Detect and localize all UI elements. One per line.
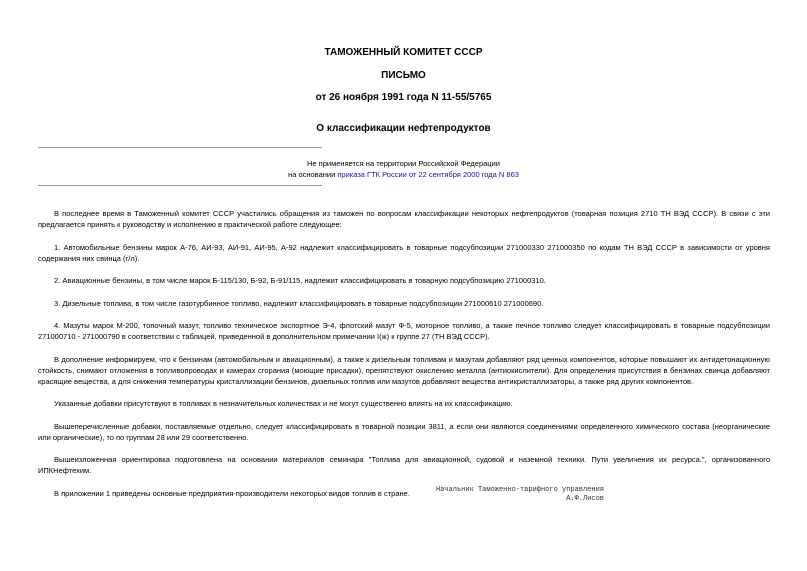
- issuing-organization: ТАМОЖЕННЫЙ КОМИТЕТ СССР: [324, 47, 483, 58]
- paragraph-additives-classification: Вышеперечисленные добавки, поставляемые отдельно, следует классифицировать в товарной позиции 3811, а если они являются соединениями определенного химического состава (неорганические или органические), то по группам 28 или 29 соответственно.: [38, 421, 770, 442]
- order-link[interactable]: приказа ГТК России от 22 сентября 2000 года N 863: [337, 170, 519, 179]
- paragraph-item-3: 3. Дизельные топлива, в том числе газотурбинное топливо, надлежит классифицировать в товарные подсубпозиции 271000610 271000690.: [54, 298, 544, 308]
- status-divider-top: [38, 147, 322, 148]
- status-line-2-prefix: на основании: [288, 170, 338, 179]
- status-divider-bottom: [38, 185, 322, 186]
- signatory-position: Начальник Таможенно-тарифного управления: [435, 486, 604, 494]
- status-line-2: [0, 169, 807, 180]
- document-body: [38, 208, 770, 510]
- paragraph-appendix: В приложении 1 приведены основные предприятия-производители некоторых видов топлив в стране.: [54, 488, 410, 498]
- signatory-name: А.Ф.Лисов: [566, 495, 604, 503]
- paragraph-intro: В последнее время в Таможенный комитет СССР участились обращения из таможен по вопросам классификации некоторых нефтепродуктов (товарная позиция 2710 ТН ВЭД СССР). В связи с эти предлагается принять к руководству и исполнению в практической работе следующее:: [38, 209, 770, 229]
- document-subject: О классификации нефтепродуктов: [316, 123, 491, 134]
- paragraph-additives-quantity: Указанные добавки присутствуют в топливах в незначительных количествах и не могут существенно влиять на их классификацию.: [54, 399, 513, 408]
- status-line-1: Не применяется на территории Российской Федерации: [307, 159, 500, 168]
- document-type: ПИСЬМО: [381, 70, 426, 81]
- signature-block: [436, 486, 604, 504]
- paragraph-additives: В дополнение информируем, что к бензинам (автомобильным и авиационным), а также к дизельным топливам и мазутам добавляют ряд ценных компонентов, которые повышают их антидетонационную стойкость, снимают отложения в топливопроводах и камерах сгорания (моющие присадки), препятствуют окислению металла (антиокислители). Для определения присутствия в бензинах свинца добавляют красящие вещества, а для снижения температуры кристаллизации бензинов, дизельных топлив или мазутов добавляют вещества антикристаллизаторы, а также ряд других компонентов.: [38, 354, 770, 386]
- paragraph-item-4: 4. Мазуты марок М-200, топочный мазут, топливо техническое экспортное Э-4, флотский мазут Ф-5, моторное топливо, а также печное топливо следует классифицировать в товарные подсубпозиции 271000710 - 271000790 в соответствии с таблицей, приведенной в дополнительном примечании I(ж) к группе 27 (ТН ВЭД СССР).: [38, 321, 770, 341]
- paragraph-seminar: Вышеизложенная ориентировка подготовлена на основании материалов семинара "Топлива для авиационной, судовой и наземной техники. Пути увеличения их ресурса.", организованного ИПКНефтехим.: [38, 455, 770, 475]
- paragraph-item-2: 2. Авиационные бензины, в том числе марок Б-115/130, Б-92, Б-91/115, надлежит классифицировать в товарную подсубпозицию 271000310.: [54, 276, 546, 285]
- paragraph-item-1: 1. Автомобильные бензины марок А-76, АИ-93, АИ-91, АИ-95, А-92 надлежит классифицировать в товарные подсубпозиции 271000330 271000350 по кодам ТН ВЭД СССР в зависимости от уровня содержания них свинца (г/л).: [38, 242, 770, 263]
- document-date-number: от 26 ноября 1991 года N 11-55/5765: [315, 92, 492, 103]
